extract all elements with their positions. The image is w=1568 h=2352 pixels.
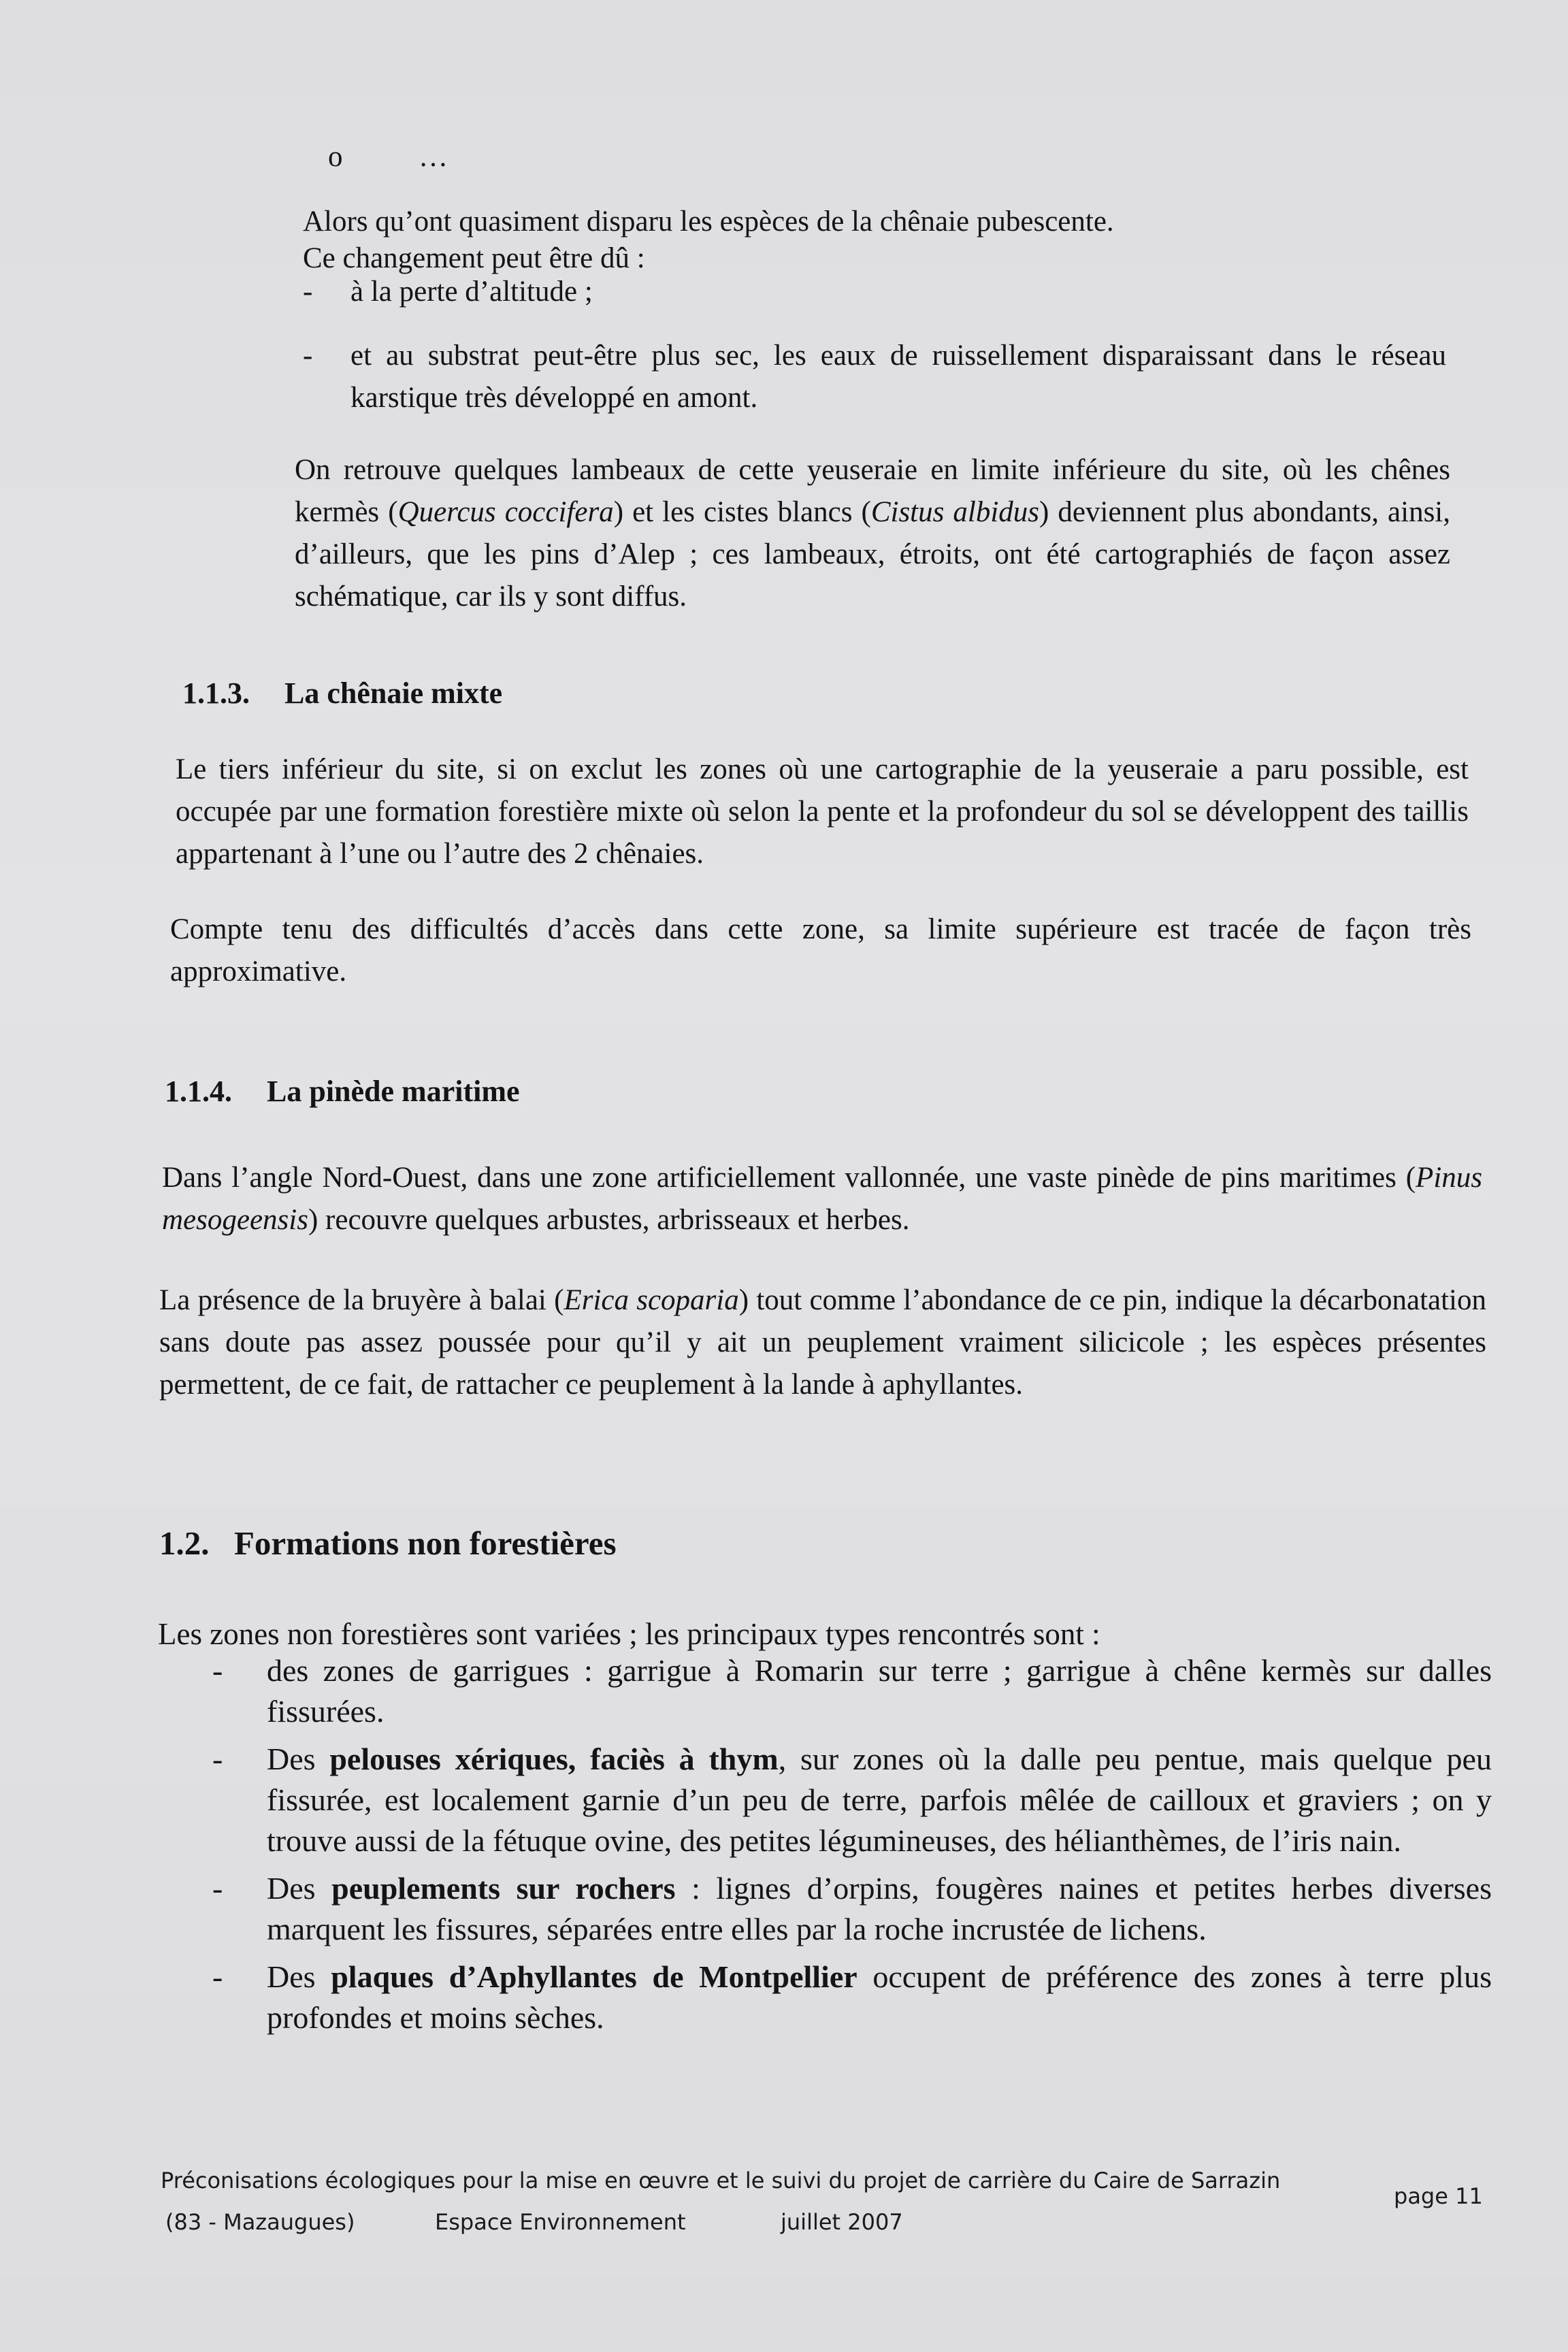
list-item: - Des plaques d’Aphyllantes de Montpellier occupent de préférence des zones à terre plus profondes et moins sèches. bbox=[212, 1959, 1492, 2035]
footer-meta bbox=[165, 2209, 903, 2235]
species-name: Erica scoparia bbox=[564, 1284, 739, 1316]
paragraph-yeuseraie: On retrouve quelques lambeaux de cette yeuseraie en limite inférieure du site, où les chênes kermès (Quercus coccifera) et les cistes blancs (Cistus albidus) deviennent plus abondants, ainsi, d’ailleurs, que les pins d’Alep ; ces lambeaux, étroits, ont été cartographiés de façon assez schématique, car ils y sont diffus. bbox=[295, 454, 1450, 612]
species-name: Pinus mesogeensis bbox=[162, 1162, 1482, 1236]
intro-line-2: Ce changement peut être dû : bbox=[303, 242, 645, 274]
section-113-paragraph-1: Le tiers inférieur du site, si on exclut les zones où une cartographie de la yeuseraie a paru possible, est occupée par une formation forestière mixte où selon la pente et la profondeur du sol se développent des taillis appartenant à l’une ou l’autre des 2 chênaies. bbox=[176, 753, 1469, 870]
section-113-paragraph-2: Compte tenu des difficultés d’accès dans cette zone, sa limite supérieure est tracée de façon très approximative. bbox=[170, 913, 1471, 987]
intro-list-item: - et au substrat peut-être plus sec, les eaux de ruissellement disparaissant dans le réseau karstique très développé en amont. bbox=[303, 340, 1446, 414]
list-item: - des zones de garrigues : garrigue à Romarin sur terre ; garrigue à chêne kermès sur dalles fissurées. bbox=[212, 1653, 1492, 1729]
section-114-paragraph-1: Dans l’angle Nord-Ouest, dans une zone artificiellement vallonnée, une vaste pinède de pins maritimes (Pinus mesogeensis) recouvre quelques arbustes, arbrisseaux et herbes. bbox=[162, 1162, 1482, 1236]
section-12-intro: Les zones non forestières sont variées ; les principaux types rencontrés sont : bbox=[158, 1617, 1100, 1651]
intro-line-1: Alors qu’ont quasiment disparu les espèces de la chênaie pubescente. bbox=[303, 206, 1114, 238]
footer-org: Espace Environnement bbox=[435, 2209, 686, 2235]
footer-location: (83 - Mazaugues) bbox=[165, 2209, 355, 2235]
section-114-paragraph-2: La présence de la bruyère à balai (Erica scoparia) tout comme l’abondance de ce pin, indique la décarbonatation sans doute pas assez poussée pour qu’il y ait un peuplement vraiment silicicole ; les espèces présentes permettent, de ce fait, de rattacher ce peuplement à la lande à aphyllantes. bbox=[159, 1284, 1486, 1401]
footer-title: Préconisations écologiques pour la mise en œuvre et le suivi du projet de carrière du Caire de Sarrazin bbox=[161, 2168, 1281, 2193]
page-number: page 11 bbox=[1394, 2183, 1483, 2209]
circle-bullet: o bbox=[328, 141, 343, 173]
species-name: Cistus albidus bbox=[870, 496, 1040, 528]
section-12-list bbox=[212, 1650, 1492, 2038]
intro-list bbox=[303, 271, 1446, 419]
intro-list-item: - à la perte d’altitude ; bbox=[303, 276, 593, 308]
section-heading-114: 1.1.4. La pinède maritime bbox=[165, 1075, 520, 1108]
section-heading-113: 1.1.3. La chênaie mixte bbox=[182, 676, 503, 710]
list-item: - Des pelouses xériques, faciès à thym, sur zones où la dalle peu pentue, mais quelque peu fissurée, est localement garnie d’un peu de terre, parfois mêlée de cailloux et graviers ; on y trouve aussi de la fétuque ovine, des petites légumineuses, des hélianthèmes, de l’iris nain. bbox=[212, 1742, 1492, 1858]
species-name: Quercus coccifera bbox=[397, 496, 614, 528]
ellipsis: … bbox=[419, 141, 448, 173]
footer-date: juillet 2007 bbox=[781, 2209, 903, 2235]
section-heading-12: 1.2. Formations non forestières bbox=[159, 1524, 617, 1562]
intro-block bbox=[303, 201, 1446, 280]
list-item: - Des peuplements sur rochers : lignes d’orpins, fougères naines et petites herbes diverses marquent les fissures, séparées entre elles par la roche incrustée de lichens. bbox=[212, 1871, 1492, 1946]
top-list-item bbox=[328, 136, 448, 178]
